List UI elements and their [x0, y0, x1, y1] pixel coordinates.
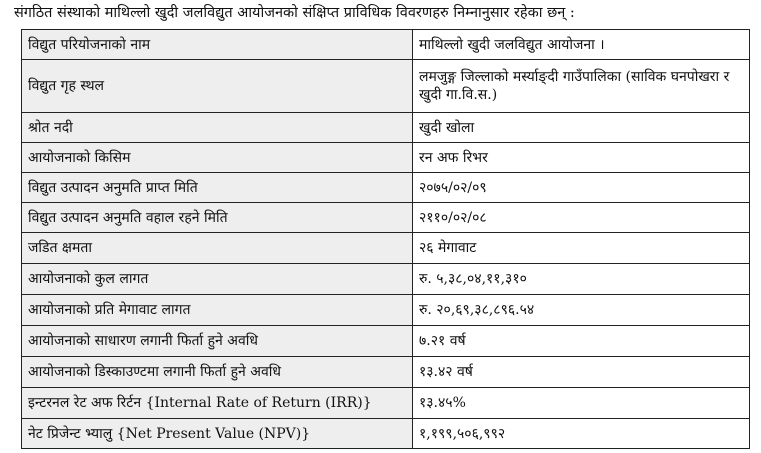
row-label: श्रोत नदी [22, 113, 413, 143]
table-row [22, 357, 750, 388]
row-label: आयोजनाको किसिम [22, 143, 413, 173]
table-row [22, 113, 750, 143]
row-label: विद्युत परियोजनाको नाम [22, 30, 413, 60]
row-value: २११०/०२/०८ [413, 203, 750, 233]
row-label: आयोजनाको कुल लागत [22, 264, 413, 295]
row-value: माथिल्लो खुदी जलविद्युत आयोजना । [413, 30, 750, 60]
technical-specs-table [21, 29, 750, 449]
row-label: नेट प्रिजेन्ट भ्यालु {Net Present Value (NPV)} [22, 419, 413, 449]
table-row [22, 419, 750, 449]
row-value: ७.२१ वर्ष [413, 326, 750, 357]
table-row [22, 203, 750, 233]
row-value: रन अफ रिभर [413, 143, 750, 173]
row-label: इन्टरनल रेट अफ रिर्टन {Internal Rate of Return (IRR)} [22, 388, 413, 419]
table-row [22, 173, 750, 203]
row-label: आयोजनाको साधारण लगानी फिर्ता हुने अवधि [22, 326, 413, 357]
row-value: खुदी खोला [413, 113, 750, 143]
row-value: २६ मेगावाट [413, 233, 750, 264]
row-value: १३.४२ वर्ष [413, 357, 750, 388]
row-value: १,१९९,५०६,९९२ [413, 419, 750, 449]
row-value: लमजुङ्ग जिल्लाको मर्स्याङ्दी गाउँपालिका (साविक घनपोखरा र खुदी गा.वि.स.) [413, 60, 750, 113]
table-row [22, 233, 750, 264]
table-row [22, 295, 750, 326]
table-row [22, 143, 750, 173]
table-row [22, 60, 750, 113]
row-value: रु. २०,६९,३८,८९६.५४ [413, 295, 750, 326]
row-label: आयोजनाको प्रति मेगावाट लागत [22, 295, 413, 326]
table-row [22, 264, 750, 295]
row-value: २०७५/०२/०९ [413, 173, 750, 203]
row-value: १३.४५% [413, 388, 750, 419]
row-label: विद्युत उत्पादन अनुमति प्राप्त मिति [22, 173, 413, 203]
row-value: रु. ५,३८,०४,११,३१० [413, 264, 750, 295]
row-label: आयोजनाको डिस्काउण्टमा लगानी फिर्ता हुने अवधि [22, 357, 413, 388]
table-row [22, 326, 750, 357]
row-label: विद्युत गृह स्थल [22, 60, 413, 113]
table-row [22, 30, 750, 60]
row-label: जडित क्षमता [22, 233, 413, 264]
table-row [22, 388, 750, 419]
row-label: विद्युत उत्पादन अनुमति वहाल रहने मिति [22, 203, 413, 233]
intro-text: संगठित संस्थाको माथिल्लो खुदी जलविद्युत आयोजनको संक्षिप्त प्राविधिक विवरणहरु निम्नानुसार रहेका छन् : [14, 5, 575, 21]
